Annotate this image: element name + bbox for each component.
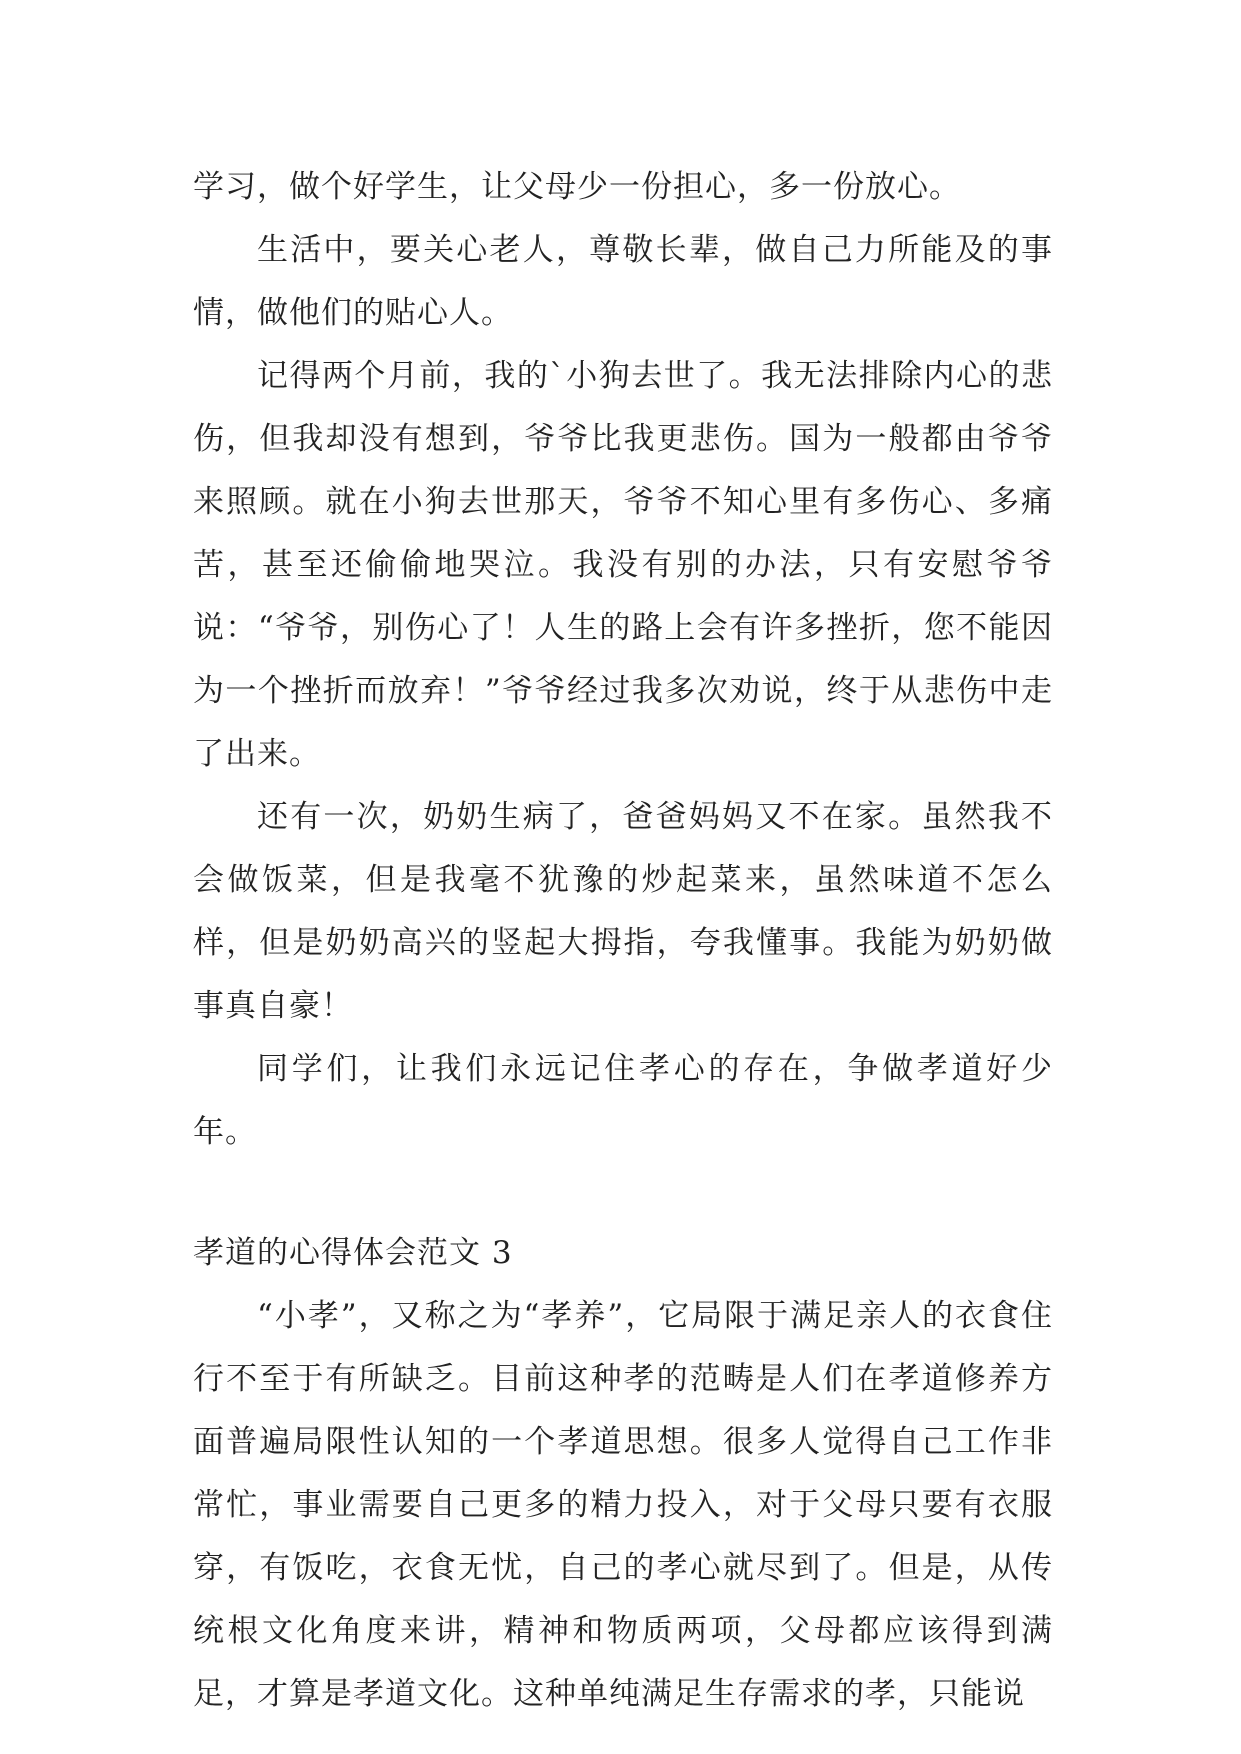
paragraph-care-elders: 生活中，要关心老人，尊敬长辈，做自己力所能及的事情，做他们的贴心人。 bbox=[193, 232, 1053, 331]
paragraph-grandma-story: 还有一次，奶奶生病了，爸爸妈妈又不在家。虽然我不会做饭菜，但是我毫不犹豫的炒起菜来，虽然味道不怎么样，但是奶奶高兴的竖起大拇指，夸我懂事。我能为奶奶做事真自豪！ bbox=[193, 799, 1053, 1024]
paragraph-puppy-story: 记得两个月前，我的`小狗去世了。我无法排除内心的悲伤，但我却没有想到，爷爷比我更悲伤。国为一般都由爷爷来照顾。就在小狗去世那天，爷爷不知心里有多伤心、多痛苦，甚至还偷偷地哭泣。我没有别的办法，只有安慰爷爷说：“爷爷，别伤心了！人生的路上会有许多挫折，您不能因为一个挫折而放弃！”爷爷经过我多次劝说，终于从悲伤中走了出来。 bbox=[193, 358, 1053, 772]
section-title: 孝道的心得体会范文 3 bbox=[193, 1235, 513, 1271]
paragraph-continuation: 学习，做个好学生，让父母少一份担心，多一份放心。 bbox=[193, 169, 961, 205]
document-body bbox=[193, 156, 1053, 1726]
paragraph-closing: 同学们，让我们永远记住孝心的存在，争做孝道好少年。 bbox=[193, 1051, 1053, 1150]
paragraph-section-body: “小孝”，又称之为“孝养”，它局限于满足亲人的衣食住行不至于有所缺乏。目前这种孝的范畴是人们在孝道修养方面普遍局限性认知的一个孝道思想。很多人觉得自己工作非常忙，事业需要自己更多的精力投入，对于父母只要有衣服穿，有饭吃，衣食无忧，自己的孝心就尽到了。但是，从传统根文化角度来讲，精神和物质两项，父母都应该得到满足，才算是孝道文化。这种单纯满足生存需求的孝，只能说 bbox=[193, 1298, 1053, 1712]
